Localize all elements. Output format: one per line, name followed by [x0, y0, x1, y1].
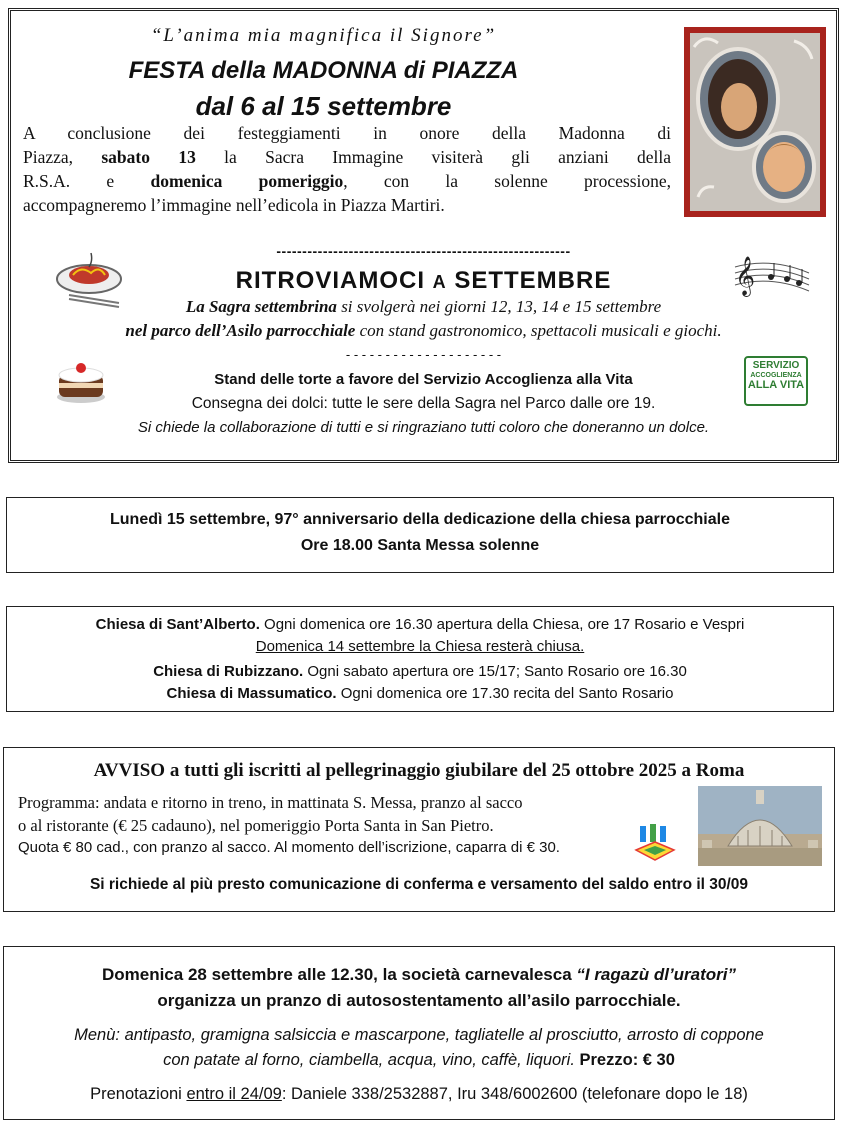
- festa-line-1: A conclusione dei festeggiamenti in onore della Madonna di: [23, 123, 671, 143]
- festa-line-4: accompagneremo l’immagine nell’edicola in Piazza Martiri.: [23, 195, 445, 215]
- festa-dates: dal 6 al 15 settembre: [195, 91, 452, 121]
- anniversario-line-2: Ore 18.00 Santa Messa solenne: [300, 537, 540, 554]
- pranzo-menu-1: Menù: antipasto, gramigna salsiccia e mascarpone, tagliatelle al prosciutto, arrosto di coppone: [74, 1026, 764, 1044]
- music-icon: [731, 247, 811, 309]
- pranzo-menu-2: con patate al forno, ciambella, acqua, vino, caffè, liquori. Prezzo: € 30: [163, 1051, 675, 1069]
- madonna-image: [684, 27, 826, 217]
- avviso-line-3: Quota € 80 cad., con pranzo al sacco. Al momento dell’iscrizione, caparra di € 30.: [18, 839, 560, 856]
- avviso-line-1: Programma: andata e ritorno in treno, in mattinata S. Messa, pranzo al sacco: [18, 793, 523, 812]
- sagra-divider: ---------------------------------------------------------: [276, 243, 571, 259]
- anniversario-box: [6, 497, 834, 573]
- chiesa-massumatico: Chiesa di Massumatico. Ogni domenica ore 17.30 recita del Santo Rosario: [166, 685, 674, 702]
- pranzo-line-1: Domenica 28 settembre alle 12.30, la società carnevalesca “I ragazù dl’uratori”: [101, 965, 737, 984]
- motto: “L’anima mia magnifica il Signore”: [150, 25, 497, 46]
- chiese-box: [6, 606, 834, 712]
- sagra-line-2: nel parco dell’Asilo parrocchiale con stand gastronomico, spettacoli musicali e giochi.: [125, 321, 722, 340]
- sagra-heading: RITROVIAMOCI A SETTEMBRE: [235, 267, 612, 294]
- festa-box: [8, 8, 839, 463]
- torte-line: Consegna dei dolci: tutte le sere della Sagra nel Parco dalle ore 19.: [191, 395, 656, 412]
- sagra-line-1: La Sagra settembrina si svolgerà nei giorni 12, 13, 14 e 15 settembre: [185, 297, 662, 316]
- pranzo-box: [3, 946, 835, 1120]
- svg-text:𝄞: 𝄞: [735, 256, 756, 296]
- avviso-line-4: Si richiede al più presto comunicazione di conferma e versamento del saldo entro il 30/09: [89, 876, 749, 893]
- chiesa-alberto: Chiesa di Sant’Alberto. Ogni domenica ore 16.30 apertura della Chiesa, ore 17 Rosario e Vespri: [95, 616, 745, 633]
- pranzo-prenotazioni: Prenotazioni entro il 24/09: Daniele 338/2532887, Iru 348/6002600 (telefonare dopo le 18): [90, 1085, 748, 1103]
- chiesa-rubizzano: Chiesa di Rubizzano. Ogni sabato apertura ore 15/17; Santo Rosario ore 16.30: [153, 663, 687, 680]
- festa-line-3: R.S.A. e domenica pomeriggio, con la solenne processione,: [23, 171, 672, 191]
- avviso-line-2: o al ristorante (€ 25 cadauno), nel pomeriggio Porta Santa in San Pietro.: [18, 816, 494, 835]
- sav-logo: SERVIZIO ACCOGLIENZA ALLA VITA: [744, 356, 808, 406]
- plate-icon: [55, 247, 129, 309]
- festa-line-2: Piazza, sabato 13 la Sacra Immagine visiterà gli anziani della: [23, 147, 672, 167]
- sagra-divider-2: - - - - - - - - - - - - - - - - - - - -: [345, 347, 502, 362]
- anniversario-line-1: Lunedì 15 settembre, 97° anniversario della dedicazione della chiesa parrocchiale: [110, 511, 730, 528]
- jubilee-logo-icon: [632, 822, 678, 866]
- san-pietro-image: [698, 786, 822, 866]
- chiesa-alberto-note: Domenica 14 settembre la Chiesa resterà chiusa.: [255, 638, 585, 655]
- festa-paragraph: [23, 121, 671, 217]
- pranzo-line-2: organizza un pranzo di autosostentamento all’asilo parrocchiale.: [157, 991, 681, 1010]
- torte-title: Stand delle torte a favore del Servizio Accoglienza alla Vita: [214, 371, 633, 388]
- cake-icon: [55, 359, 107, 405]
- festa-title: FESTA della MADONNA di PIAZZA: [128, 57, 519, 84]
- torte-note: Si chiede la collaborazione di tutti e si ringraziano tutti coloro che doneranno un dolce.: [137, 419, 710, 436]
- avviso-title: AVVISO a tutti gli iscritti al pellegrinaggio giubilare del 25 ottobre 2025 a Roma: [93, 760, 745, 781]
- avviso-box: [3, 747, 835, 912]
